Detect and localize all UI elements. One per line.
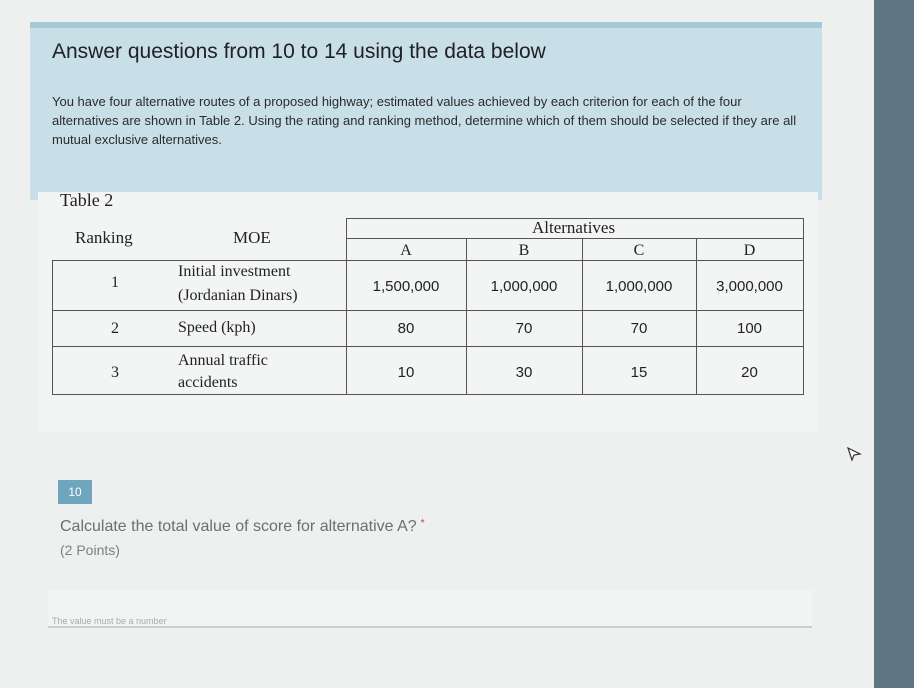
page-title: Answer questions from 10 to 14 using the data below <box>52 40 546 63</box>
col-header-ranking: Ranking <box>75 228 133 247</box>
value-cell: 10 <box>397 364 415 381</box>
description-text: You have four alternative routes of a proposed highway; estimated values achieved by each criterion for each of the four alternatives are shown in Table 2. Using the rating and ranking method, determine which of them should be selected if they are all mutual exclusive alternatives. <box>52 94 797 147</box>
grid-line <box>52 260 53 395</box>
question-points: (2 Points) <box>60 542 120 558</box>
value-cell: 70 <box>630 320 648 337</box>
mouse-cursor-icon <box>846 446 862 462</box>
alt-header-a: A <box>400 242 412 259</box>
moe-cell: Initial investment <box>178 263 291 280</box>
grid-line <box>52 346 804 347</box>
answer-hint: The value must be a number <box>52 616 167 626</box>
alt-header-d: D <box>743 242 756 259</box>
table-caption: Table 2 <box>60 190 114 210</box>
value-cell: 100 <box>736 320 763 337</box>
value-cell: 3,000,000 <box>716 278 783 295</box>
required-marker: * <box>420 518 425 529</box>
grid-line <box>52 310 804 311</box>
question-number-badge: 10 <box>58 480 92 504</box>
grid-line <box>52 260 804 261</box>
grid-line <box>803 218 804 395</box>
grid-line <box>52 394 804 395</box>
value-cell: 1,000,000 <box>605 278 673 295</box>
col-header-alternatives: Alternatives <box>532 218 616 237</box>
moe-cell: Speed (kph) <box>178 319 256 336</box>
alt-header-b: B <box>518 242 530 259</box>
question-label: Calculate the total value of score for alternative A? <box>60 518 417 535</box>
value-cell: 70 <box>515 320 533 337</box>
value-cell: 15 <box>630 364 648 381</box>
question-text <box>60 518 425 536</box>
value-cell: 80 <box>397 320 415 337</box>
value-cell: 20 <box>741 364 758 381</box>
rank-cell: 1 <box>111 274 119 291</box>
value-cell: 30 <box>515 364 533 381</box>
rank-cell: 3 <box>111 364 119 381</box>
value-cell: 1,000,000 <box>490 278 558 295</box>
value-cell: 1,500,000 <box>372 278 440 295</box>
col-header-moe: MOE <box>233 228 271 247</box>
moe-cell: Annual traffic <box>178 352 268 369</box>
monitor-bezel <box>874 0 914 688</box>
table-image <box>38 192 818 432</box>
moe-cell: (Jordanian Dinars) <box>178 287 298 304</box>
alt-header-c: C <box>633 242 645 259</box>
moe-cell: accidents <box>178 374 238 391</box>
rank-cell: 2 <box>111 320 119 337</box>
grid-line <box>346 238 804 239</box>
